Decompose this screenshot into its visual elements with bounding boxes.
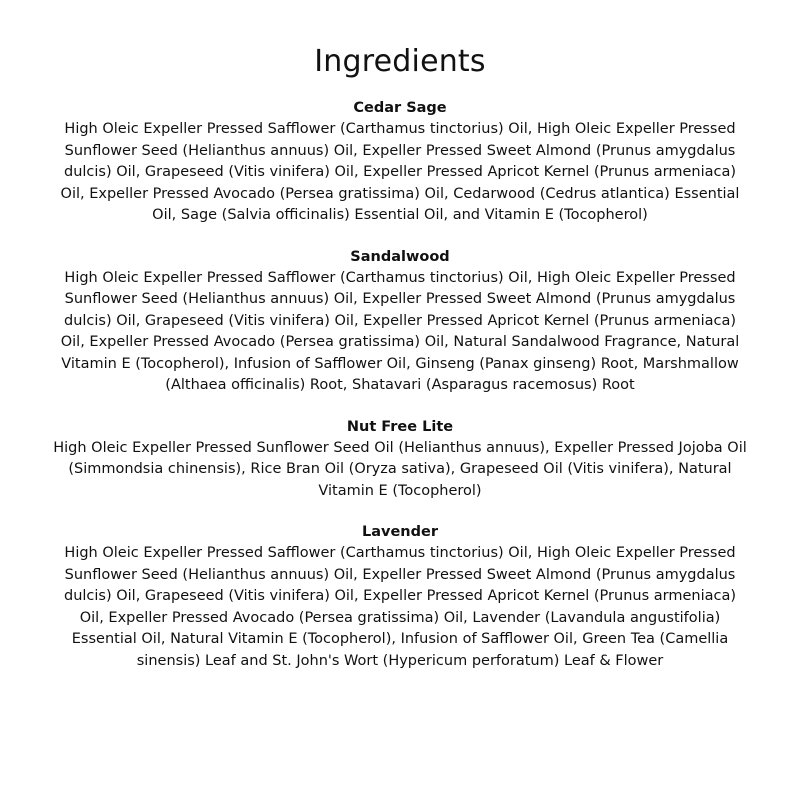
page-title: Ingredients [314,44,486,79]
section-heading: Nut Free Lite [346,418,454,435]
section-lavender [50,522,750,672]
section-cedar-sage [50,98,750,227]
section-nut-free-lite [50,417,750,503]
section-sandalwood [50,247,750,397]
section-heading: Lavender [362,524,438,540]
ingredient-list: High Oleic Expeller Pressed Sunflower Seed Oil (Helianthus annuus), Expeller Pressed Jojoba Oil (Simmondsia chinensis), Rice Bran Oil (Oryza sativa), Grapeseed Oil (Vitis vinifera), Natural Vitamin E (Tocopherol) [53,439,747,499]
ingredient-list: High Oleic Expeller Pressed Safflower (Carthamus tinctorius) Oil, High Oleic Expeller Pressed Sunflower Seed (Helianthus annuus) Oil, Expeller Pressed Sweet Almond (Prunus amygdalus dulcis) Oil, Grapeseed (Vitis vinifera) Oil, Expeller Pressed Apricot Kernel (Prunus armeniaca) Oil, Expeller Pressed Avocado (Persea gratissima) Oil, Natural Sandalwood Fragrance, Natural Vitamin E (Tocopherol), Infusion of Safflower Oil, Ginseng (Panax ginseng) Root, Marshmallow (Althaea officinalis) Root, Shatavari (Asparagus racemosus) Root [60,269,740,393]
section-heading: Cedar Sage [353,100,447,116]
ingredient-list: High Oleic Expeller Pressed Safflower (Carthamus tinctorius) Oil, High Oleic Expeller Pressed Sunflower Seed (Helianthus annuus) Oil, Expeller Pressed Sweet Almond (Prunus amygdalus dulcis) Oil, Grapeseed (Vitis vinifera) Oil, Expeller Pressed Apricot Kernel (Prunus armeniaca) Oil, Expeller Pressed Avocado (Persea gratissima) Oil, Lavender (Lavandula angustifolia) Essential Oil, Natural Vitamin E (Tocopherol), Infusion of Safflower Oil, Green Tea (Camellia sinensis) Leaf and St. John's Wort (Hypericum perforatum) Leaf & Flower [64,545,736,669]
ingredient-list: High Oleic Expeller Pressed Safflower (Carthamus tinctorius) Oil, High Oleic Expeller Pressed Sunflower Seed (Helianthus annuus) Oil, Expeller Pressed Sweet Almond (Prunus amygdalus dulcis) Oil, Grapeseed (Vitis vinifera) Oil, Expeller Pressed Apricot Kernel (Prunus armeniaca) Oil, Expeller Pressed Avocado (Persea gratissima) Oil, Cedarwood (Cedrus atlantica) Essential Oil, Sage (Salvia officinalis) Essential Oil, and Vitamin E (Tocopherol) [60,121,740,223]
section-heading: Sandalwood [350,248,450,265]
